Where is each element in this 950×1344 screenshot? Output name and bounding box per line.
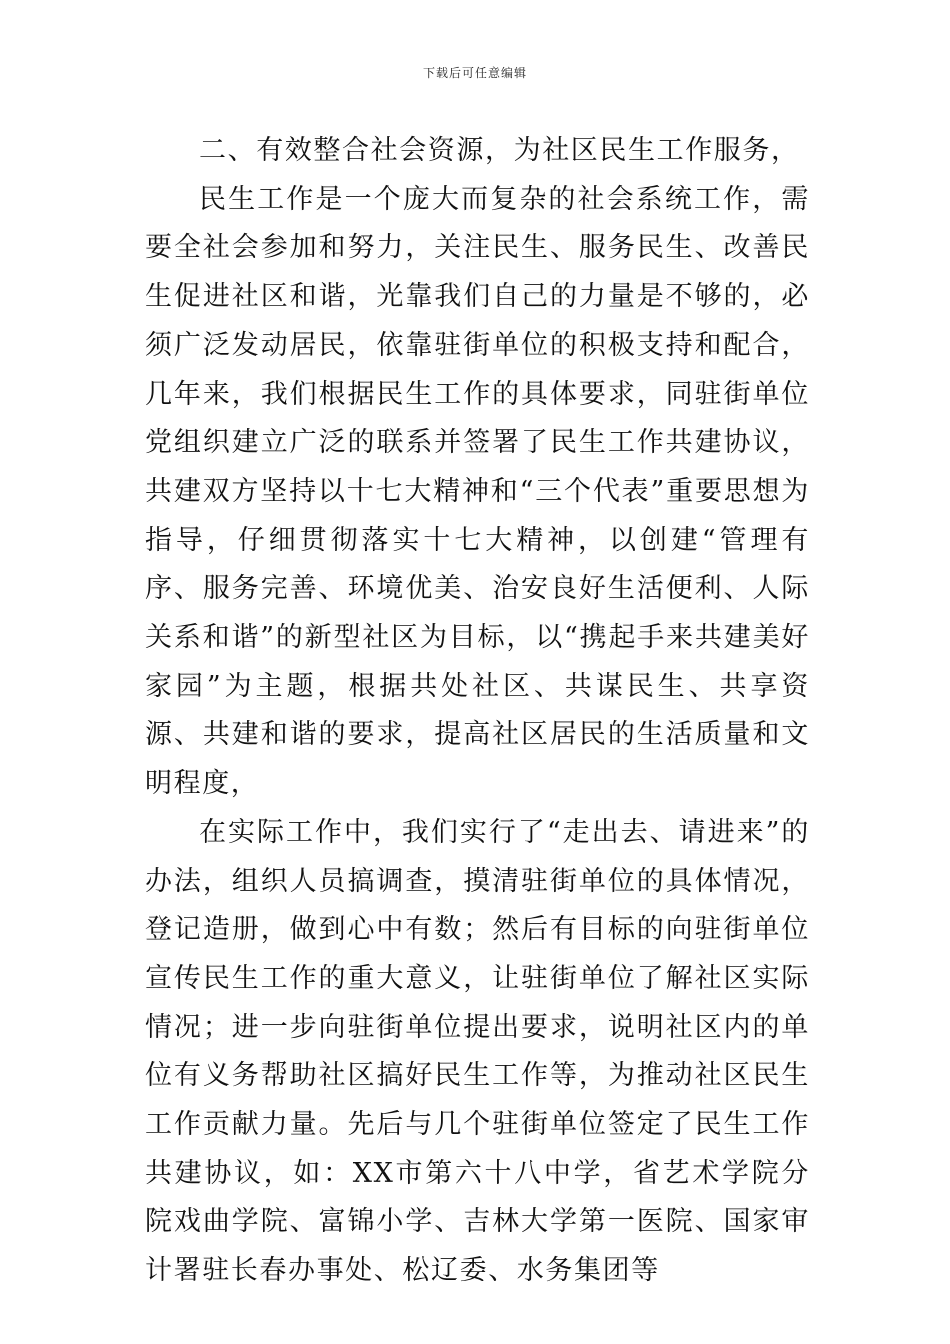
document-body <box>145 127 810 1296</box>
paragraph-1: 民生工作是一个庞大而复杂的社会系统工作，需要全社会参加和努力，关注民生、服务民生、改善民生促进社区和谐，光靠我们自己的力量是不够的，必须广泛发动居民，依靠驻街单位的积极支持和配合，几年来，我们根据民生工作的具体要求，同驻街单位党组织建立广泛的联系并签署了民生工作共建协议，共建双方坚持以十七大精神和“三个代表”重要思想为指导，仔细贯彻落实十七大精神，以创建“管理有序、服务完善、环境优美、治安良好生活便利、人际关系和谐”的新型社区为目标，以“携起手来共建美好家园”为主题，根据共处社区、共谋民生、共享资源、共建和谐的要求，提高社区居民的生活质量和文明程度， <box>145 183 810 800</box>
paragraph-2: 在实际工作中，我们实行了“走出去、请进来”的办法，组织人员搞调查，摸清驻街单位的具体情况，登记造册，做到心中有数；然后有目标的向驻街单位宣传民生工作的重大意义，让驻街单位了解社区实际情况；进一步向驻街单位提出要求，说明社区内的单位有义务帮助社区搞好民生工作等，为推动社区民生工作贡献力量。先后与几个驻街单位签定了民生工作共建协议，如：XX市第六十八中学，省艺术学院分院戏曲学院、富锦小学、吉林大学第一医院、国家审计署驻长春办事处、松辽委、水务集团等 <box>145 816 810 1287</box>
page-header-note: 下载后可任意编辑 <box>422 66 527 80</box>
section-heading: 二、有效整合社会资源，为社区民生工作服务， <box>199 135 800 166</box>
